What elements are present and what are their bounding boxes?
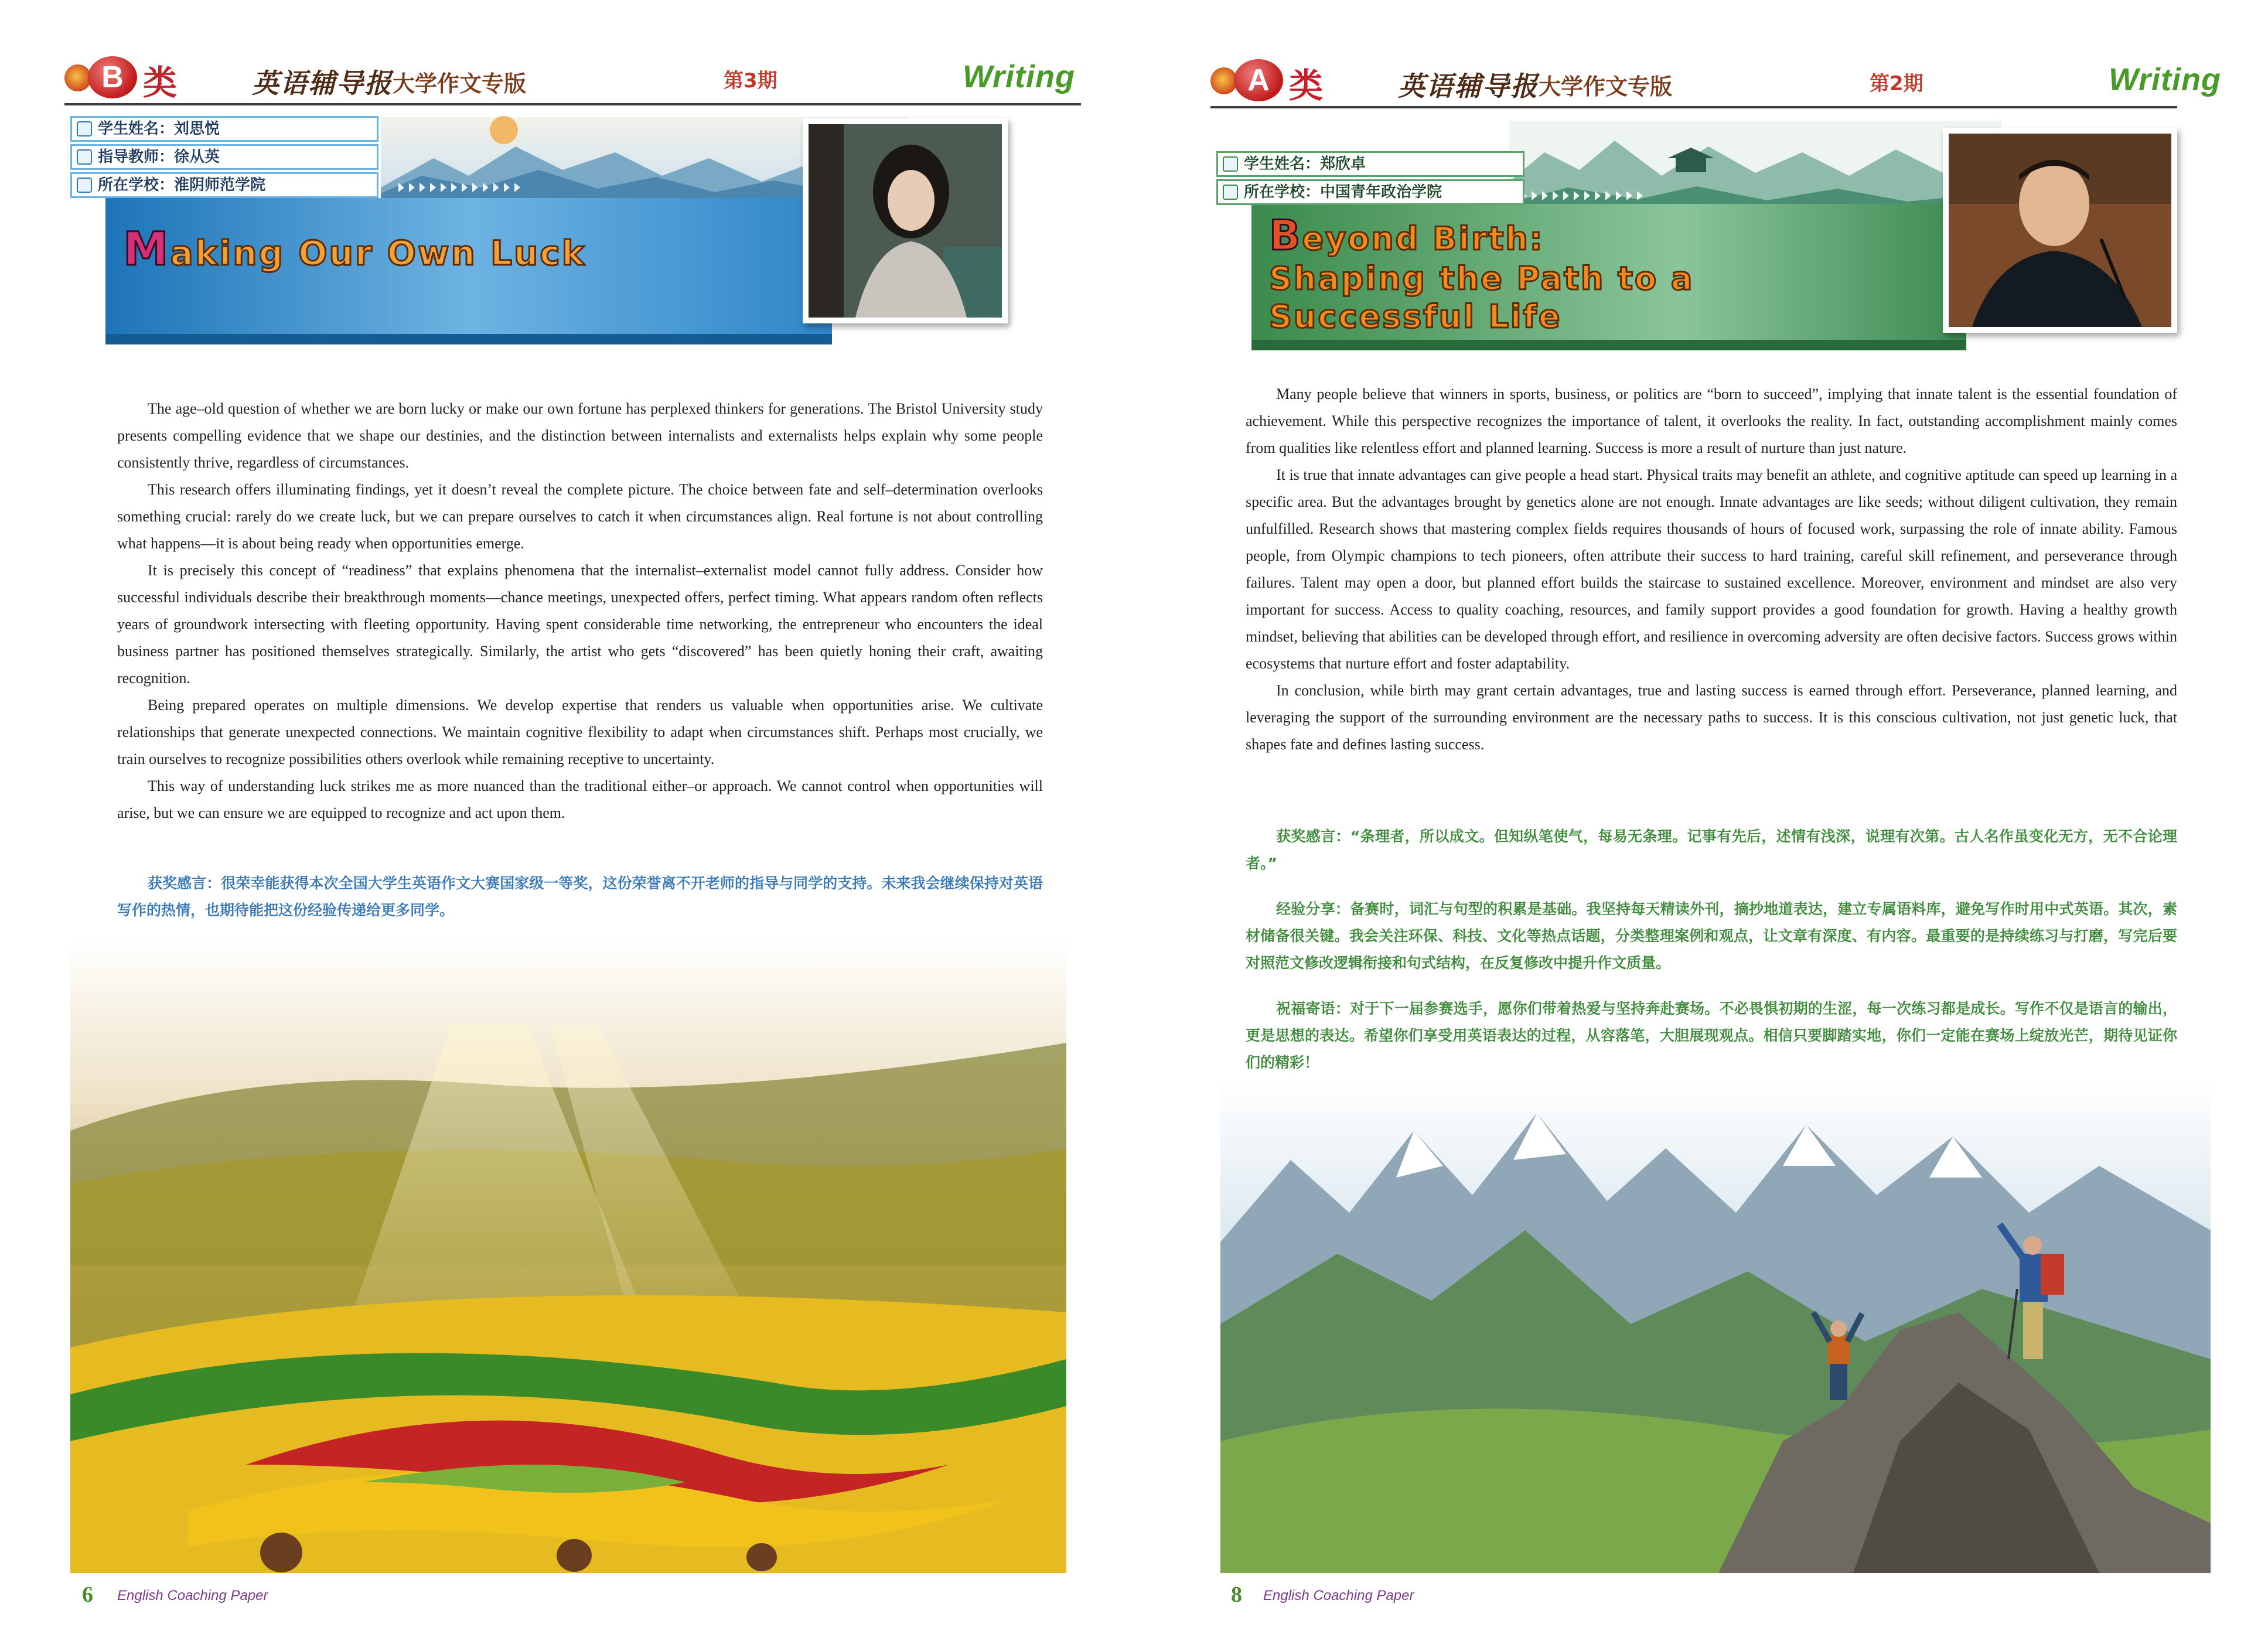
info-teacher: 指导教师：徐从英 (70, 144, 378, 170)
header-rule (64, 103, 1081, 105)
issue-number: 第2期 (1870, 72, 1923, 95)
essay-paragraph: It is true that innate advantages can give people a head start. Physical traits may benefit an athlete, and cognitive aptitude can speed up learning in a specific area. But the advantages brought by genetics alone are not enough. Innate advantages are like seeds; without diligent cultivation, they remain unfulfilled. Research shows that mastering complex fields requires thousands of hours of focused work, surpassing the role of innate ability. Famous people, from Olympic champions to tech pioneers, often attribute their success to hard training, careful skill refinement, and perseverance through failures. Talent may open a door, but planned effort builds the staircase to sustained excellence. Moreover, environment and mindset are also very important for success. Access to quality coaching, resources, and family support provides a good foundation for growth. Having a healthy growth mindset, believing that abilities can be developed through effort, and resilience in overcoming adversity are often decisive factors. Success grows within ecosystems that nurture effort and foster adaptability. (1246, 466, 2177, 672)
student-icon (77, 121, 92, 137)
category-suffix: 类 (143, 63, 178, 103)
header-rule (1210, 106, 2177, 108)
edition-label: 大学作文专版 (1539, 74, 1673, 100)
category-letter: B (88, 56, 137, 98)
page-number: 6 (82, 1582, 93, 1607)
portrait-image (809, 124, 1002, 318)
school-icon (77, 178, 92, 193)
winner-notes (1246, 823, 2177, 1095)
page-header (1210, 56, 2227, 108)
title-banner (1216, 117, 2201, 357)
brand-name: 英语辅导报 (252, 67, 393, 99)
article-title: Making Our Own Luck (123, 223, 586, 276)
section-label: Writing (963, 59, 1075, 94)
essay-paragraph: This research offers illuminating findings, yet it doesn’t reveal the complete picture. The choice between fate and self–determination overlooks something crucial: rarely do we create luck, but we can prepare ourselves to catch it when circumstances align. Real fortune is not about controlling what happens—it is about being ready when opportunities emerge. (117, 481, 1043, 552)
award-label: 获奖感言： (148, 875, 221, 892)
student-photo (1943, 128, 2177, 333)
essay-paragraph: In conclusion, while birth may grant certain advantages, true and lasting success is earned through effort. Perseverance, planned learning, and leveraging the support of the surrounding environment are the necessary paths to success. It is this conscious cultivation, not just genetic luck, that shapes fate and defines lasting success. (1246, 682, 2177, 753)
page-number: 8 (1231, 1582, 1242, 1607)
info-school: 所在学校：中国青年政治学院 (1216, 179, 1524, 205)
note-award: 获奖感言：“条理者，所以成文。但知纵笔使气，每易无条理。记事有先后，述情有浅深，说理有次第。古人名作虽变化无方，无不合论理者。” (1246, 828, 2177, 872)
award-remarks (117, 870, 1043, 943)
section-label: Writing (2109, 62, 2221, 97)
student-icon (1223, 156, 1238, 172)
essay-paragraph: Being prepared operates on multiple dimensions. We develop expertise that renders us valuable when opportunities arise. We cultivate relationships that generate unexpected connections. We maintain cognitive flexibility to adapt when circumstances shift. Perhaps most crucially, we train ourselves to recognize possibilities others overlook while remaining receptive to uncertainty. (117, 697, 1043, 767)
article-title: Beyond Birth: Shaping the Path to a Successful Life (1269, 211, 1694, 335)
teacher-icon (77, 149, 92, 165)
school-icon (1223, 185, 1238, 200)
category-suffix: 类 (1289, 66, 1324, 105)
essay-body (117, 395, 1043, 827)
student-photo (803, 118, 1008, 323)
right-page (1134, 0, 2268, 1648)
title-banner (70, 111, 1066, 352)
edition-label: 大学作文专版 (393, 71, 527, 97)
terrace-field-image (70, 937, 1066, 1573)
category-letter: A (1234, 59, 1283, 101)
footer-title: English Coaching Paper (117, 1588, 268, 1603)
essay-paragraph: Many people believe that winners in sports, business, or politics are “born to succeed”, implying that innate talent is the essential foundation of achievement. While this perspective recognizes the importance of talent, it overlooks the reality. In fact, outstanding accomplishment mainly comes from qualities like relentless effort and planned learning. Success is more a result of nurture than just nature. (1246, 385, 2177, 456)
note-experience: 经验分享：备赛时，词汇与句型的积累是基础。我坚持每天精读外刊，摘抄地道表达，建立专属语料库，避免写作时用中式英语。其次，素材储备很关键。我会关注环保、科技、文化等热点话题，分类整理案例和观点，让文章有深度、有内容。最重要的是持续练习与打磨，写完后要对照范文修改逻辑衔接和句式结构，在反复修改中提升作文质量。 (1246, 900, 2177, 971)
info-student: 学生姓名：郑欣卓 (1216, 151, 1524, 177)
info-student: 学生姓名：刘思悦 (70, 116, 378, 142)
essay-body (1246, 381, 2177, 758)
issue-number: 第3期 (724, 69, 777, 93)
info-school: 所在学校：淮阴师范学院 (70, 172, 378, 198)
mountain-hikers-image (1220, 1078, 2211, 1573)
category-badge (64, 54, 129, 102)
essay-paragraph: It is precisely this concept of “readiness” that explains phenomena that the internalist–externalist model cannot fully address. Consider how successful individuals describe their breakthrough moments—chance meetings, unexpected offers, perfect timing. What appears random often reflects years of groundwork intersecting with fleeting opportunity. Having spent considerable time networking, the entrepreneur who encounters the ideal business partner has positioned themselves strategically. Similarly, the artist who gets “discovered” has been quietly honing their craft, awaiting recognition. (117, 562, 1043, 687)
category-badge (1210, 57, 1275, 105)
essay-paragraph: The age–old question of whether we are born lucky or make our own fortune has perplexed thinkers for generations. The Bristol University study presents compelling evidence that we shape our destinies, and the distinction between internalists and externalists helps explain why some people consistently thrive, regardless of circumstances. (117, 400, 1043, 471)
award-text: 很荣幸能获得本次全国大学生英语作文大赛国家级一等奖，这份荣誉离不开老师的指导与同学的支持。未来我会继续保持对英语写作的热情，也期待能把这份经验传递给更多同学。 (117, 875, 1043, 919)
footer-title: English Coaching Paper (1263, 1588, 1414, 1603)
portrait-image (1949, 134, 2171, 327)
page-header (64, 53, 1081, 105)
note-wishes: 祝福寄语：对于下一届参赛选手，愿你们带着热爱与坚持奔赴赛场。不必畏惧初期的生涩，每一次练习都是成长。写作不仅是语言的输出，更是思想的表达。希望你们享受用英语表达的过程，从容落笔，大胆展现观点。相信只要脚踏实地，你们一定能在赛场上绽放光芒，期待见证你们的精彩！ (1246, 1000, 2177, 1071)
brand-name: 英语辅导报 (1398, 70, 1539, 102)
essay-paragraph: This way of understanding luck strikes me as more nuanced than the traditional either–or approach. We cannot control when opportunities will arise, but we can ensure we are equipped to recognize and act upon them. (117, 777, 1043, 821)
